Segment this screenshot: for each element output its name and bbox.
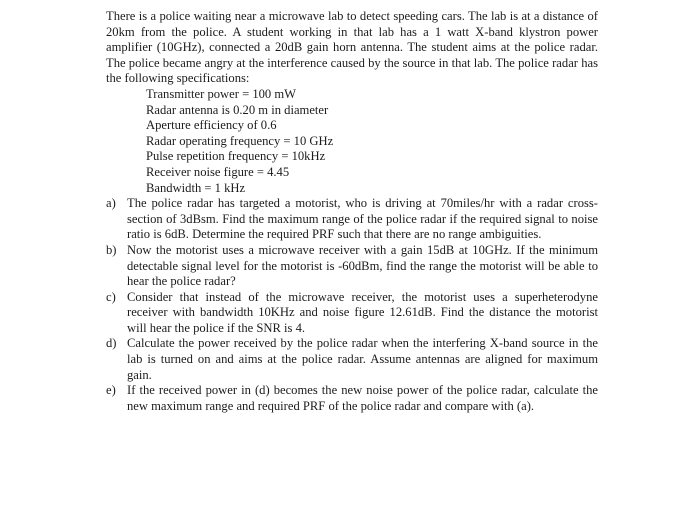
question-d [106, 336, 598, 383]
spec-operating-frequency: Radar operating frequency = 10 GHz [146, 133, 334, 148]
question-b [106, 243, 598, 290]
question-text: The police radar has targeted a motorist, who is driving at 70miles/hr with a radar cross-section of 3dBsm. Find the maximum range of the police radar if the required signal to noise ratio is 6dB. Determine the required PRF such that there are no range ambiguities. [127, 196, 598, 242]
question-letter: a) [106, 196, 116, 211]
question-text: If the received power in (d) becomes the new noise power of the police radar, calculate the new maximum range and required PRF of the police radar and compare with (a). [127, 383, 598, 413]
question-c [106, 290, 598, 337]
question-a [106, 196, 598, 243]
radar-specifications [146, 87, 598, 196]
spec-bandwidth: Bandwidth = 1 kHz [146, 180, 246, 195]
spec-noise-figure: Receiver noise figure = 4.45 [146, 164, 290, 179]
question-text: Calculate the power received by the police radar when the interfering X-band source in the lab is turned on and aims at the police radar. Assume antennas are aligned for maximum gain. [127, 336, 598, 382]
question-e [106, 383, 598, 414]
question-letter: e) [106, 383, 116, 398]
spec-prf: Pulse repetition frequency = 10kHz [146, 149, 326, 164]
question-letter: b) [106, 242, 117, 257]
problem-document [106, 9, 598, 414]
question-text: Now the motorist uses a microwave receiver with a gain 15dB at 10GHz. If the minimum detectable signal level for the motorist is -60dBm, find the range the motorist will be able to hear the police radar? [127, 242, 598, 289]
problem-intro: There is a police waiting near a microwave lab to detect speeding cars. The lab is at a distance of 20km from the police. A student working in that lab has a 1 watt X-band klystron power amplifier (10GHz), connected a 20dB gain horn antenna. The student aims at the police radar. The police became angry at the interference caused by the source in that lab. The police radar has the following specifications: [106, 9, 598, 86]
spec-transmitter-power: Transmitter power = 100 mW [146, 86, 297, 101]
spec-aperture-efficiency: Aperture efficiency of 0.6 [146, 118, 277, 133]
question-letter: d) [106, 336, 117, 351]
question-list [106, 196, 598, 414]
question-text: Consider that instead of the microwave receiver, the motorist uses a superheterodyne receiver with bandwidth 10KHz and noise figure 12.61dB. Find the distance the motorist will hear the police if the SNR is 4. [127, 289, 598, 335]
question-letter: c) [106, 289, 116, 304]
spec-antenna-diameter: Radar antenna is 0.20 m in diameter [146, 102, 329, 117]
